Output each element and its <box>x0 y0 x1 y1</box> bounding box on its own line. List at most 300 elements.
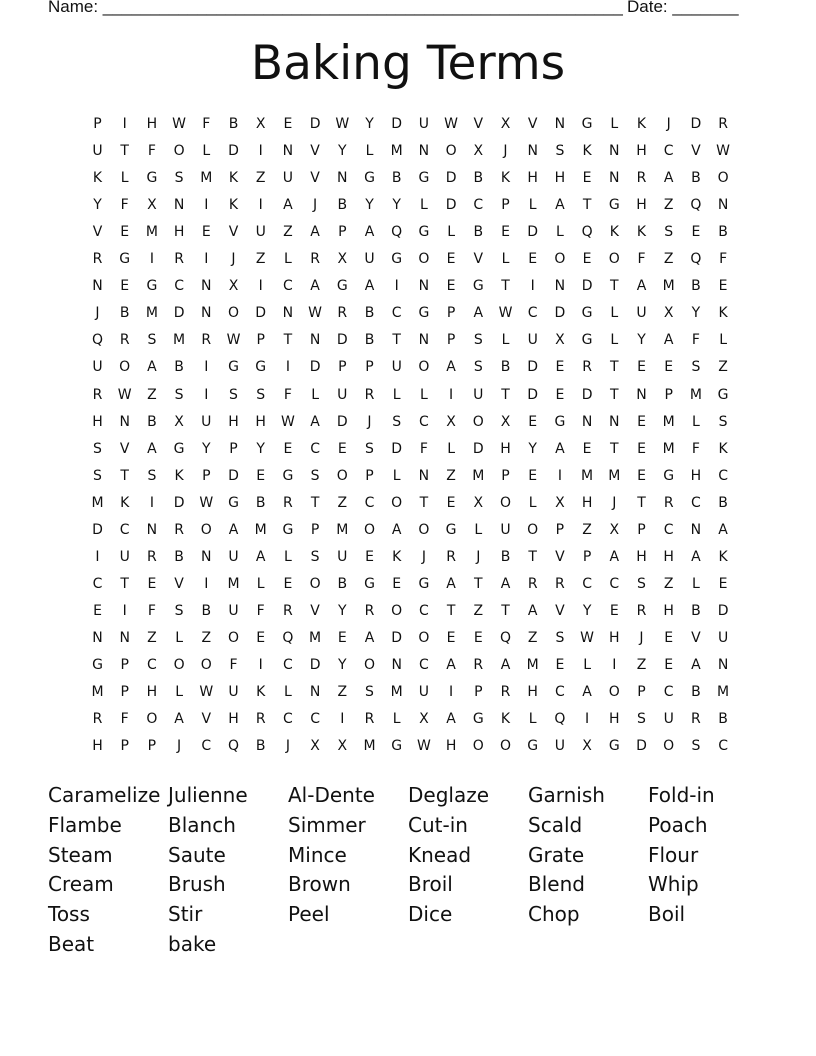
grid-letter: D <box>527 386 539 403</box>
grid-letter: E <box>664 629 674 646</box>
grid-row <box>84 303 736 330</box>
grid-letter: U <box>527 332 538 349</box>
grid-letter: E <box>582 251 592 268</box>
grid-letter: E <box>283 575 293 592</box>
grid-letter: G <box>581 305 593 322</box>
word-list-item: Blanch <box>168 812 236 837</box>
grid-letter: L <box>175 629 183 646</box>
grid-letter: A <box>473 305 484 322</box>
grid-letter: V <box>119 440 130 457</box>
grid-letter: I <box>204 386 209 403</box>
grid-letter: K <box>256 684 266 701</box>
grid-letter: U <box>228 684 239 701</box>
grid-letter: B <box>691 278 701 295</box>
grid-letter: U <box>201 413 212 430</box>
grid-letter: S <box>473 332 483 349</box>
grid-letter: R <box>582 359 592 376</box>
grid-letter: H <box>500 440 511 457</box>
grid-letter: B <box>473 170 484 187</box>
grid-letter: Y <box>338 602 347 619</box>
grid-letter: D <box>391 116 403 132</box>
grid-letter: Q <box>690 251 702 268</box>
grid-letter: N <box>119 629 130 646</box>
grid-letter: M <box>363 738 376 755</box>
header-line <box>48 0 748 19</box>
grid-letter: J <box>612 494 617 511</box>
grid-letter: P <box>338 359 347 376</box>
grid-letter: R <box>555 575 565 592</box>
grid-letter: W <box>308 305 323 322</box>
grid-letter: G <box>581 116 593 132</box>
grid-letter: S <box>392 413 402 430</box>
grid-letter: C <box>310 711 320 728</box>
grid-letter: I <box>530 278 535 295</box>
grid-letter: B <box>500 359 511 376</box>
grid-letter: H <box>527 170 538 187</box>
grid-letter: P <box>637 684 646 701</box>
grid-letter: E <box>93 602 102 619</box>
grid-letter: K <box>636 224 647 241</box>
grid-letter: V <box>201 711 212 728</box>
grid-letter: E <box>283 440 293 457</box>
grid-letter: U <box>92 143 103 160</box>
grid-letter: T <box>610 278 619 295</box>
grid-letter: P <box>256 332 265 349</box>
grid-letter: A <box>391 521 402 538</box>
grid-letter: P <box>637 521 646 538</box>
grid-letter: X <box>446 413 456 430</box>
grid-row <box>84 601 736 628</box>
grid-letter: H <box>527 684 538 701</box>
grid-letter: G <box>364 170 375 187</box>
grid-letter: Z <box>636 657 647 673</box>
grid-letter: Q <box>282 629 294 646</box>
grid-letter: Z <box>446 467 456 484</box>
grid-letter: I <box>394 278 399 295</box>
grid-letter: D <box>554 305 566 322</box>
grid-letter: I <box>557 467 562 484</box>
grid-letter: O <box>527 521 539 538</box>
grid-letter: K <box>582 143 592 160</box>
grid-letter: K <box>500 170 511 187</box>
grid-letter: E <box>446 629 456 646</box>
grid-letter: N <box>690 521 702 538</box>
grid-letter: G <box>255 359 267 376</box>
grid-letter: Z <box>255 251 266 268</box>
word-list-item: Cream <box>48 872 114 897</box>
grid-letter: P <box>582 548 592 565</box>
grid-letter: G <box>527 738 539 755</box>
grid-letter: K <box>120 494 130 511</box>
grid-letter: Z <box>663 197 674 214</box>
grid-letter: N <box>717 197 729 214</box>
grid-letter: S <box>229 386 238 403</box>
grid-letter: W <box>226 332 241 349</box>
grid-letter: C <box>609 575 620 592</box>
grid-letter: D <box>391 629 403 646</box>
word-list-item: Cut-in <box>408 812 468 837</box>
grid-letter: Y <box>365 116 374 132</box>
grid-letter: M <box>662 278 675 295</box>
grid-letter: A <box>310 224 320 241</box>
grid-letter: R <box>364 602 375 619</box>
grid-letter: R <box>636 602 647 619</box>
grid-letter: P <box>664 386 673 403</box>
grid-letter: T <box>501 278 510 295</box>
grid-letter: I <box>204 197 209 214</box>
grid-letter: U <box>364 251 375 268</box>
grid-letter: H <box>636 197 647 214</box>
grid-letter: R <box>718 116 728 132</box>
grid-letter: G <box>119 251 131 268</box>
grid-letter: W <box>199 494 214 511</box>
grid-letter: A <box>364 278 375 295</box>
word-list-item: Al-Dente <box>288 783 375 807</box>
grid-letter: O <box>119 359 131 376</box>
grid-letter: Z <box>582 521 592 538</box>
grid-row <box>84 709 736 736</box>
grid-letter: P <box>338 224 347 241</box>
grid-letter: D <box>309 359 321 376</box>
grid-letter: O <box>499 738 512 755</box>
grid-letter: O <box>418 629 430 646</box>
grid-letter: O <box>418 251 430 268</box>
grid-letter: O <box>363 521 376 538</box>
grid-letter: J <box>177 738 182 755</box>
grid-letter: A <box>582 684 592 701</box>
grid-letter: F <box>202 116 211 132</box>
grid-letter: O <box>608 684 620 701</box>
grid-letter: Z <box>718 359 728 376</box>
grid-letter: Z <box>255 170 266 187</box>
grid-letter: N <box>609 170 620 187</box>
grid-letter: L <box>447 440 455 457</box>
grid-row <box>84 682 736 709</box>
grid-letter: E <box>664 359 674 376</box>
word-list-item: Chop <box>528 902 580 927</box>
grid-letter: S <box>691 738 701 755</box>
grid-letter: P <box>365 467 374 484</box>
grid-letter: G <box>554 413 566 430</box>
word-list-item: Steam <box>48 842 113 867</box>
grid-letter: Y <box>365 197 374 214</box>
grid-letter: B <box>364 305 375 322</box>
grid-letter: N <box>609 143 620 160</box>
grid-letter: X <box>337 738 348 755</box>
grid-letter: S <box>310 467 320 484</box>
grid-letter: L <box>719 332 727 349</box>
grid-letter: M <box>390 684 403 701</box>
grid-letter: N <box>418 467 430 484</box>
grid-letter: T <box>501 386 510 403</box>
grid-letter: C <box>364 494 375 511</box>
grid-letter: V <box>691 629 701 646</box>
grid-letter: I <box>258 278 263 295</box>
grid-letter: H <box>609 629 620 646</box>
grid-letter: H <box>146 684 158 701</box>
grid-letter: B <box>718 224 728 241</box>
grid-letter: X <box>582 738 592 755</box>
grid-letter: R <box>527 575 538 592</box>
grid-letter: E <box>582 440 592 457</box>
grid-letter: V <box>555 548 565 565</box>
grid-letter: U <box>119 548 130 565</box>
grid-letter: C <box>391 305 402 322</box>
grid-letter: C <box>310 440 320 457</box>
grid-letter: V <box>174 575 184 592</box>
grid-letter: I <box>258 143 263 160</box>
grid-letter: E <box>256 467 266 484</box>
grid-letter: W <box>716 143 731 160</box>
grid-letter: C <box>92 575 103 592</box>
grid-letter: W <box>580 629 595 646</box>
grid-letter: K <box>392 548 402 565</box>
grid-letter: F <box>419 440 428 457</box>
grid-letter: P <box>120 657 129 673</box>
grid-letter: H <box>445 738 457 755</box>
grid-letter: C <box>201 738 212 755</box>
grid-letter: N <box>146 521 158 538</box>
grid-letter: G <box>391 738 403 755</box>
grid-letter: X <box>500 413 511 430</box>
grid-letter: G <box>472 278 484 295</box>
grid-letter: X <box>337 251 348 268</box>
grid-letter: B <box>391 170 402 187</box>
grid-letter: J <box>666 116 671 132</box>
grid-letter: L <box>392 467 401 484</box>
grid-row <box>84 249 736 276</box>
grid-letter: J <box>639 629 644 646</box>
grid-row <box>84 412 736 439</box>
grid-letter: L <box>501 332 510 349</box>
grid-letter: G <box>336 278 348 295</box>
grid-letter: D <box>92 521 103 538</box>
word-list-item: Blend <box>528 872 585 897</box>
grid-letter: E <box>528 251 538 268</box>
grid-letter: V <box>310 170 320 187</box>
grid-letter: Z <box>337 684 348 701</box>
grid-letter: L <box>392 386 401 403</box>
grid-letter: B <box>174 548 184 565</box>
grid-letter: H <box>581 494 593 511</box>
grid-letter: H <box>255 413 266 430</box>
grid-letter: F <box>256 602 265 619</box>
grid-row <box>84 168 736 195</box>
grid-letter: Z <box>283 224 293 241</box>
grid-letter: E <box>201 224 211 241</box>
grid-letter: D <box>336 332 348 349</box>
grid-letter: C <box>718 467 728 484</box>
grid-letter: I <box>285 359 290 376</box>
grid-letter: X <box>147 197 157 214</box>
grid-letter: N <box>581 413 593 430</box>
grid-letter: R <box>283 494 293 511</box>
grid-letter: C <box>419 657 429 673</box>
grid-letter: U <box>636 305 647 322</box>
grid-letter: Z <box>201 629 212 646</box>
grid-letter: S <box>555 143 565 160</box>
grid-letter: S <box>555 629 565 646</box>
grid-letter: L <box>555 224 564 241</box>
grid-letter: S <box>718 413 728 430</box>
grid-letter: P <box>501 197 510 214</box>
grid-letter: Q <box>227 738 240 755</box>
grid-letter: H <box>663 602 674 619</box>
grid-letter: B <box>147 413 157 430</box>
grid-letter: D <box>336 413 348 430</box>
grid-letter: H <box>663 548 674 565</box>
grid-letter: V <box>310 602 320 619</box>
grid-letter: A <box>691 657 701 673</box>
grid-letter: N <box>636 386 647 403</box>
grid-letter: C <box>283 657 293 673</box>
grid-row <box>84 547 736 574</box>
grid-letter: A <box>310 413 320 430</box>
grid-letter: O <box>336 467 348 484</box>
grid-letter: U <box>337 548 348 565</box>
grid-letter: S <box>174 386 184 403</box>
grid-letter: Y <box>256 440 265 457</box>
grid-letter: B <box>201 602 212 619</box>
grid-letter: I <box>122 602 127 619</box>
grid-letter: C <box>419 602 429 619</box>
grid-letter: K <box>228 170 239 187</box>
word-list-item: Mince <box>288 842 347 867</box>
grid-letter: P <box>310 521 320 538</box>
grid-letter: R <box>364 386 375 403</box>
grid-letter: P <box>120 738 129 755</box>
grid-letter: O <box>608 251 620 268</box>
grid-letter: H <box>690 467 702 484</box>
grid-letter: A <box>527 602 538 619</box>
grid-letter: B <box>691 684 701 701</box>
grid-letter: E <box>501 224 510 241</box>
grid-letter: N <box>554 116 566 132</box>
grid-letter: C <box>419 413 429 430</box>
grid-letter: Q <box>391 224 403 241</box>
grid-letter: E <box>446 278 456 295</box>
grid-row <box>84 222 736 249</box>
grid-letter: C <box>718 738 728 755</box>
grid-letter: I <box>585 711 590 728</box>
grid-letter: G <box>418 305 430 322</box>
grid-letter: D <box>581 278 593 295</box>
grid-letter: G <box>282 467 294 484</box>
grid-letter: E <box>718 575 728 592</box>
grid-letter: E <box>528 467 538 484</box>
grid-letter: K <box>718 440 728 457</box>
grid-letter: I <box>204 359 209 376</box>
word-list-item: Grate <box>528 842 585 867</box>
grid-letter: T <box>474 575 483 592</box>
grid-letter: Y <box>528 440 537 457</box>
grid-row <box>84 466 736 493</box>
grid-letter: T <box>610 359 619 376</box>
grid-row <box>84 628 736 655</box>
grid-letter: R <box>446 548 456 565</box>
grid-letter: V <box>473 251 484 268</box>
grid-letter: U <box>228 548 239 565</box>
grid-letter: U <box>473 386 484 403</box>
grid-letter: D <box>527 359 539 376</box>
grid-letter: G <box>228 494 239 511</box>
grid-letter: L <box>120 170 129 187</box>
grid-letter: T <box>120 143 129 160</box>
grid-letter: T <box>528 548 537 565</box>
grid-letter: Z <box>147 386 157 403</box>
grid-letter: Z <box>337 494 348 511</box>
grid-letter: U <box>663 711 674 728</box>
grid-letter: E <box>637 440 646 457</box>
grid-letter: A <box>255 548 266 565</box>
grid-letter: E <box>446 251 456 268</box>
grid-letter: Y <box>582 602 592 619</box>
grid-letter: L <box>311 386 319 403</box>
grid-letter: G <box>146 170 158 187</box>
grid-letter: X <box>663 305 674 322</box>
grid-letter: E <box>664 657 674 673</box>
grid-letter: G <box>146 278 158 295</box>
grid-letter: R <box>283 602 293 619</box>
grid-letter: A <box>446 711 456 728</box>
grid-letter: L <box>610 332 619 349</box>
grid-letter: A <box>147 359 157 376</box>
grid-letter: Y <box>202 440 211 457</box>
grid-letter: B <box>255 738 266 755</box>
grid-letter: R <box>473 657 484 673</box>
grid-letter: H <box>228 711 239 728</box>
grid-letter: K <box>636 116 647 132</box>
grid-letter: S <box>664 224 674 241</box>
grid-letter: N <box>119 413 130 430</box>
grid-letter: G <box>418 224 430 241</box>
grid-letter: S <box>310 548 320 565</box>
grid-letter: X <box>555 332 565 349</box>
grid-letter: X <box>255 116 266 132</box>
grid-letter: X <box>419 711 429 728</box>
grid-letter: O <box>391 602 403 619</box>
grid-letter: A <box>500 575 511 592</box>
grid-row <box>84 736 736 763</box>
grid-letter: A <box>147 440 157 457</box>
grid-row <box>84 520 736 547</box>
grid-letter: L <box>419 197 428 214</box>
word-list-item: Julienne <box>168 783 248 807</box>
grid-letter: D <box>173 305 185 322</box>
grid-letter: C <box>147 657 157 673</box>
word-list-item: Garnish <box>528 783 605 807</box>
grid-letter: R <box>310 251 320 268</box>
grid-letter: R <box>364 711 375 728</box>
grid-letter: D <box>472 440 484 457</box>
grid-letter: I <box>449 684 454 701</box>
grid-row <box>84 574 736 601</box>
grid-letter: O <box>717 170 729 187</box>
grid-letter: C <box>119 521 130 538</box>
grid-letter: C <box>527 305 538 322</box>
grid-letter: C <box>283 711 293 728</box>
grid-letter: H <box>92 413 103 430</box>
grid-letter: D <box>636 738 647 755</box>
grid-letter: K <box>718 548 728 565</box>
grid-row <box>84 655 736 682</box>
grid-letter: T <box>501 602 510 619</box>
grid-letter: B <box>174 359 184 376</box>
page-title: Baking Terms <box>250 36 566 91</box>
grid-letter: U <box>92 359 103 376</box>
grid-letter: W <box>172 116 187 132</box>
grid-letter: X <box>609 521 620 538</box>
